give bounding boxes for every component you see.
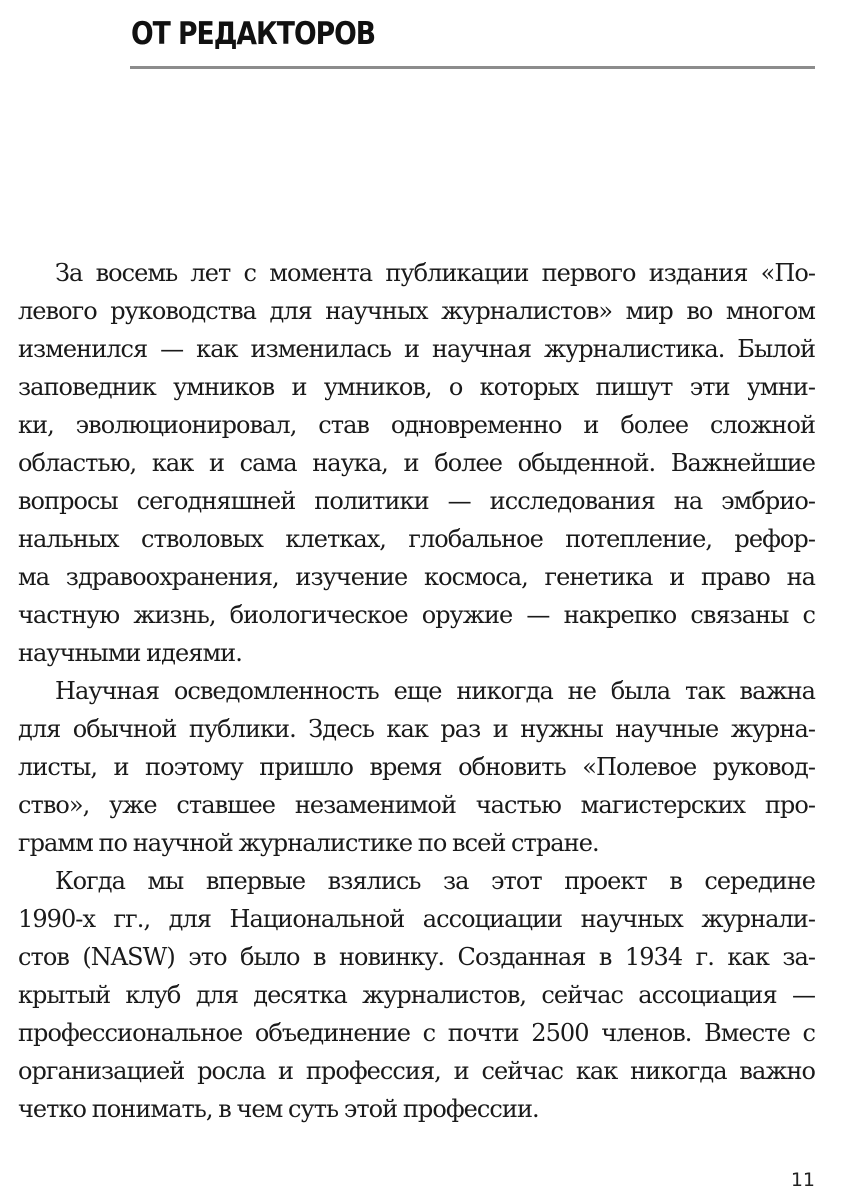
text-line: вопросы сегодняшней политики — исследования на эмбрио-: [18, 487, 815, 515]
text-line: организацией росла и профессия, и сейчас как никогда важно: [18, 1057, 815, 1085]
text-line: для обычной публики. Здесь как раз и нужны научные журна-: [18, 715, 815, 743]
paragraph: [18, 672, 815, 862]
text-line: левого руководства для научных журналистов» мир во многом: [18, 297, 815, 325]
text-line: нальных стволовых клетках, глобальное потепление, рефор-: [18, 525, 815, 553]
text-line: крытый клуб для десятка журналистов, сейчас ассоциация —: [18, 981, 815, 1009]
text-line: областью, как и сама наука, и более обыденной. Важнейшие: [18, 449, 815, 477]
text-line: стов (NASW) это было в новинку. Созданная в 1934 г. как за-: [18, 943, 815, 971]
text-line: частную жизнь, биологическое оружие — накрепко связаны с: [18, 601, 815, 629]
text-line: За восемь лет с момента публикации первого издания «По-: [55, 259, 815, 287]
title-rule: [130, 66, 815, 69]
text-line: изменился — как изменилась и научная журналистика. Былой: [18, 335, 815, 363]
body-text: [18, 254, 815, 1128]
paragraph: [18, 862, 815, 1128]
text-line: заповедник умников и умников, о которых пишут эти умни-: [18, 373, 815, 401]
chapter-title: ОТ РЕДАКТОРОВ: [131, 16, 376, 52]
text-line: ма здравоохранения, изучение космоса, генетика и право на: [18, 563, 815, 591]
text-line: научными идеями.: [18, 639, 242, 667]
text-line: ки, эволюционировал, став одновременно и более сложной: [18, 411, 815, 439]
text-line: профессиональное объединение с почти 2500 членов. Вместе с: [18, 1019, 815, 1047]
text-line: четко понимать, в чем суть этой профессии.: [18, 1095, 539, 1123]
text-line: 1990-х гг., для Национальной ассоциации научных журнали-: [18, 905, 815, 933]
text-line: листы, и поэтому пришло время обновить «Полевое руковод-: [18, 753, 815, 781]
text-line: ство», уже ставшее незаменимой частью магистерских про-: [18, 791, 815, 819]
paragraph: [18, 254, 815, 672]
text-line: Когда мы впервые взялись за этот проект в середине: [55, 867, 815, 895]
page-number: 11: [790, 1169, 815, 1191]
text-line: грамм по научной журналистике по всей стране.: [18, 829, 599, 857]
text-line: Научная осведомленность еще никогда не была так важна: [55, 677, 815, 705]
